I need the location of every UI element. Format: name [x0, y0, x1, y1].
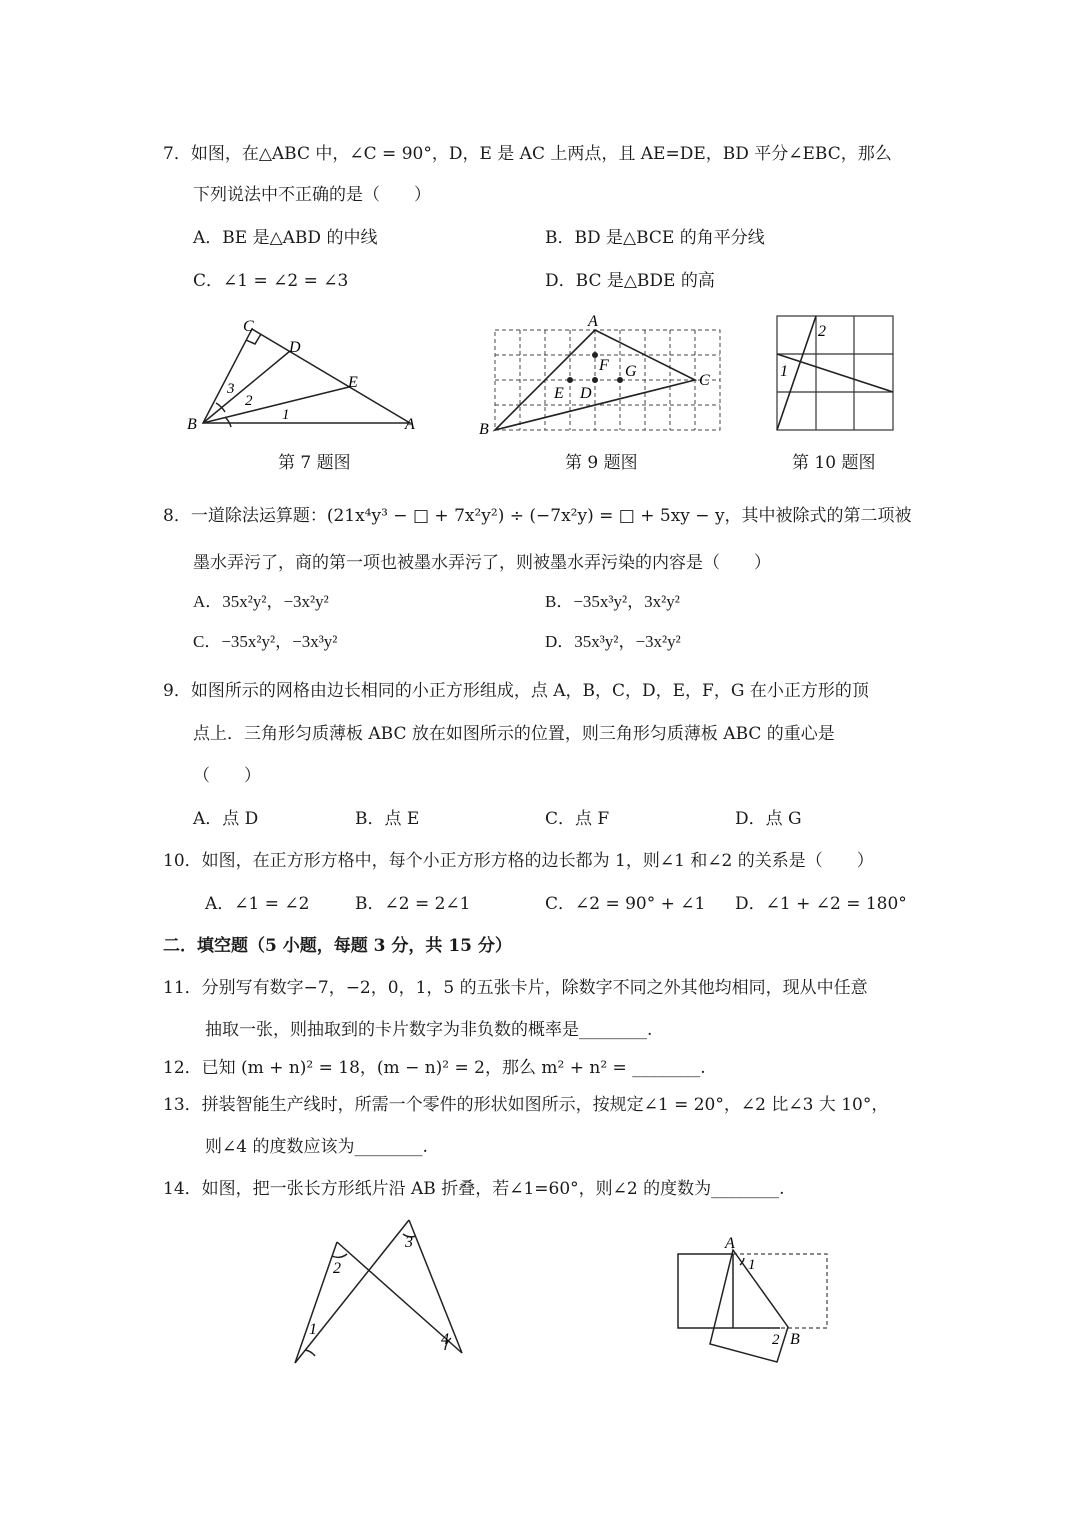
fig7-label-b: B — [187, 416, 197, 433]
q10-stem: 10．如图，在正方形方格中，每个小正方形方格的边长都为 1，则∠1 和∠2 的关系是（ ） — [163, 851, 874, 871]
fig7-angle-3: 3 — [227, 381, 235, 397]
q10-option-a: A．∠1 = ∠2 — [205, 894, 310, 914]
q8-option-d: D．35x³y²，−3x²y² — [545, 632, 681, 651]
q7-option-c: C．∠1 = ∠2 = ∠3 — [193, 271, 349, 291]
q8-stem-line2: 墨水弄污了，商的第一项也被墨水弄污了，则被墨水弄污染的内容是（ ） — [193, 553, 771, 573]
fig14-angle-1: 1 — [748, 1257, 756, 1273]
q9-option-b: B．点 E — [355, 809, 420, 829]
section2-title: 二．填空题（5 小题，每题 3 分，共 15 分） — [163, 936, 512, 956]
fig9-caption: 第 9 题图 — [565, 453, 638, 473]
q8-option-c: C．−35x²y²，−3x³y² — [193, 632, 338, 651]
q12-stem: 12．已知 (m + n)² = 18，(m − n)² = 2，那么 m² + n² = ________. — [163, 1058, 706, 1078]
fig13-angle-2: 2 — [333, 1260, 341, 1277]
q7-option-d: D．BC 是△BDE 的高 — [545, 271, 715, 291]
q9-stem-line2: 点上．三角形匀质薄板 ABC 放在如图所示的位置，则三角形匀质薄板 ABC 的重心是 — [193, 724, 835, 744]
q9-option-a: A．点 D — [193, 809, 259, 829]
fig7-label-e: E — [348, 374, 358, 391]
fig14-folded-rectangle — [670, 1232, 840, 1367]
q10-option-b: B．∠2 = 2∠1 — [355, 894, 471, 914]
fig9-label-f: F — [599, 357, 609, 374]
fig7-label-c: C — [243, 318, 254, 335]
q13-stem-line2: 则∠4 的度数应该为________. — [205, 1137, 428, 1157]
fig9-grid-triangle — [475, 310, 735, 440]
q11-stem-line2: 抽取一张，则抽取到的卡片数字为非负数的概率是________. — [205, 1020, 653, 1040]
fig7-label-d: D — [289, 339, 301, 356]
q7-option-b: B．BD 是△BCE 的角平分线 — [545, 228, 765, 248]
q9-option-c: C．点 F — [545, 809, 610, 829]
q9-option-d: D．点 G — [735, 809, 802, 829]
q7-stem-line1: 7．如图，在△ABC 中，∠C = 90°，D，E 是 AC 上两点，且 AE=DE，BD 平分∠EBC，那么 — [163, 144, 892, 164]
fig9-label-c: C — [699, 372, 710, 389]
q9-stem-line1: 9．如图所示的网格由边长相同的小正方形组成，点 A，B，C，D，E，F，G 在小正方形的顶 — [163, 681, 869, 701]
q7-option-a: A．BE 是△ABD 的中线 — [193, 228, 378, 248]
fig13-part-shape — [285, 1210, 475, 1370]
q8-option-b: B．−35x³y²，3x²y² — [545, 592, 680, 611]
fig9-label-b: B — [479, 421, 489, 438]
q10-option-d: D．∠1 + ∠2 = 180° — [735, 894, 907, 914]
fig7-caption: 第 7 题图 — [278, 453, 351, 473]
q10-option-c: C．∠2 = 90° + ∠1 — [545, 894, 706, 914]
fig7-label-a: A — [405, 416, 415, 433]
fig14-angle-2: 2 — [772, 1332, 780, 1348]
q14-stem: 14．如图，把一张长方形纸片沿 AB 折叠，若∠1=60°，则∠2 的度数为________. — [163, 1179, 785, 1199]
q13-stem-line1: 13．拼装智能生产线时，所需一个零件的形状如图所示，按规定∠1 = 20°，∠2 比∠3 大 10°， — [163, 1095, 889, 1115]
q11-stem-line1: 11．分别写有数字−7，−2，0，1，5 的五张卡片，除数字不同之外其他均相同，现从中任意 — [163, 978, 868, 998]
fig14-label-a: A — [725, 1235, 735, 1252]
fig7-angle-1: 1 — [282, 407, 290, 423]
fig10-grid — [770, 310, 900, 435]
fig9-label-d: D — [580, 385, 592, 402]
fig7-triangle — [185, 315, 425, 440]
fig9-label-e: E — [554, 385, 564, 402]
fig13-angle-4: 4 — [441, 1331, 449, 1348]
fig14-label-b: B — [790, 1331, 800, 1348]
fig10-caption: 第 10 题图 — [792, 453, 876, 473]
fig13-angle-3: 3 — [405, 1234, 413, 1251]
fig9-label-g: G — [625, 363, 637, 380]
q8-option-a: A．35x²y²，−3x²y² — [193, 592, 329, 611]
fig10-angle-2: 2 — [818, 323, 826, 340]
fig10-angle-1: 1 — [780, 363, 788, 380]
fig13-angle-1: 1 — [309, 1321, 317, 1338]
q8-stem-line1: 8．一道除法运算题：(21x⁴y³ − □ + 7x²y²) ÷ (−7x²y) = □ + 5xy − y，其中被除式的第二项被 — [163, 506, 912, 526]
q7-stem-line2: 下列说法中不正确的是（ ） — [193, 185, 431, 205]
fig9-label-a: A — [588, 313, 598, 330]
q9-stem-line3: （ ） — [193, 766, 261, 786]
fig7-angle-2: 2 — [245, 393, 253, 409]
